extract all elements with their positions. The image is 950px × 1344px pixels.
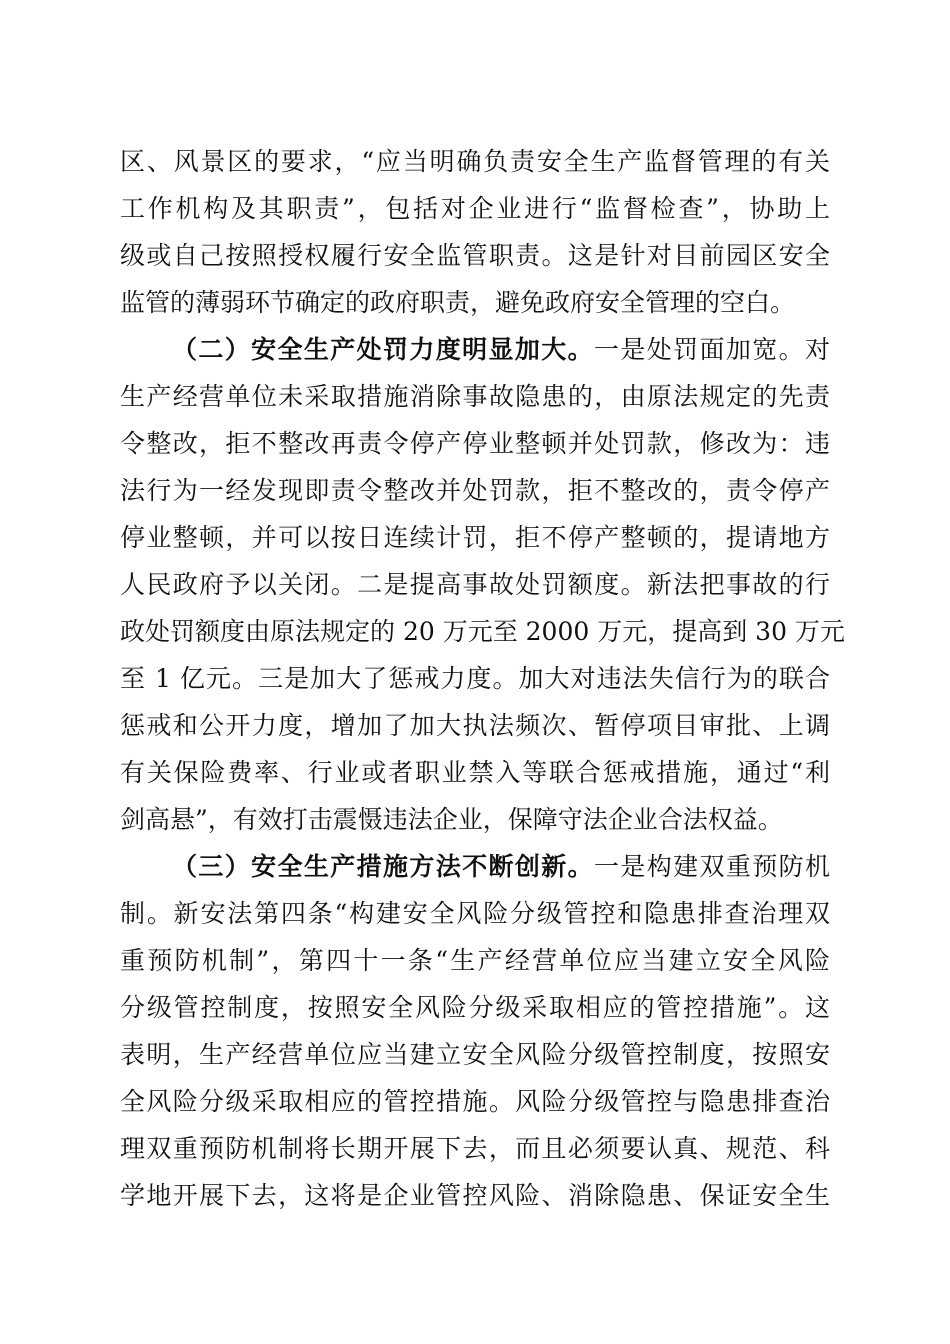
text-line: 令整改，拒不整改再责令停产停业整顿并处罚款，修改为：违 — [120, 429, 830, 458]
text-line: 至 1 亿元。三是加大了惩戒力度。加大对违法失信行为的联合 — [120, 664, 830, 693]
text-line: 惩戒和公开力度，增加了加大执法频次、暂停项目审批、上调 — [120, 711, 830, 740]
text-line: 有关保险费率、行业或者职业禁入等联合惩戒措施，通过“利 — [120, 758, 830, 787]
text-line: 区、风景区的要求，“应当明确负责安全生产监督管理的有关 — [120, 147, 830, 176]
text-line: 表明，生产经营单位应当建立安全风险分级管控制度，按照安 — [120, 1040, 830, 1069]
text-line: 重预防机制”，第四十一条“生产经营单位应当建立安全风险 — [120, 946, 830, 975]
text-line: 工作机构及其职责”，包括对企业进行“监督检查”，协助上 — [120, 194, 830, 223]
section-heading: （三）安全生产措施方法不断创新。 — [172, 852, 594, 881]
text-line: 学地开展下去，这将是企业管控风险、消除隐患、保证安全生 — [120, 1181, 830, 1210]
text-line: 全风险分级采取相应的管控措施。风险分级管控与隐患排查治 — [120, 1087, 830, 1116]
text-line: 人民政府予以关闭。二是提高事故处罚额度。新法把事故的行 — [120, 570, 830, 599]
text-line: 停业整顿，并可以按日连续计罚，拒不停产整顿的，提请地方 — [120, 523, 830, 552]
text-line: 理双重预防机制将长期开展下去，而且必须要认真、规范、科 — [120, 1134, 830, 1163]
text-line: 分级管控制度，按照安全风险分级采取相应的管控措施”。这 — [120, 993, 830, 1022]
text-line: 制。新安法第四条“构建安全风险分级管控和隐患排查治理双 — [120, 899, 830, 928]
paragraph-first-line — [172, 330, 830, 370]
section-heading: （二）安全生产处罚力度明显加大。 — [172, 335, 594, 364]
text-line: 级或自己按照授权履行安全监管职责。这是针对目前园区安全 — [120, 241, 830, 270]
text-span: 一是处罚面加宽。对 — [593, 335, 830, 364]
text-line: 政处罚额度由原法规定的 20 万元至 2000 万元，提高到 30 万元 — [120, 617, 845, 646]
text-line: 剑高悬”，有效打击震慑违法企业，保障守法企业合法权益。 — [120, 805, 783, 834]
text-line: 法行为一经发现即责令整改并处罚款，拒不整改的，责令停产 — [120, 476, 830, 505]
text-line: 生产经营单位未采取措施消除事故隐患的，由原法规定的先责 — [120, 382, 830, 411]
text-line: 监管的薄弱环节确定的政府职责，避免政府安全管理的空白。 — [120, 288, 796, 317]
text-span: 一是构建双重预防机 — [593, 852, 830, 881]
paragraph-first-line — [172, 847, 830, 887]
